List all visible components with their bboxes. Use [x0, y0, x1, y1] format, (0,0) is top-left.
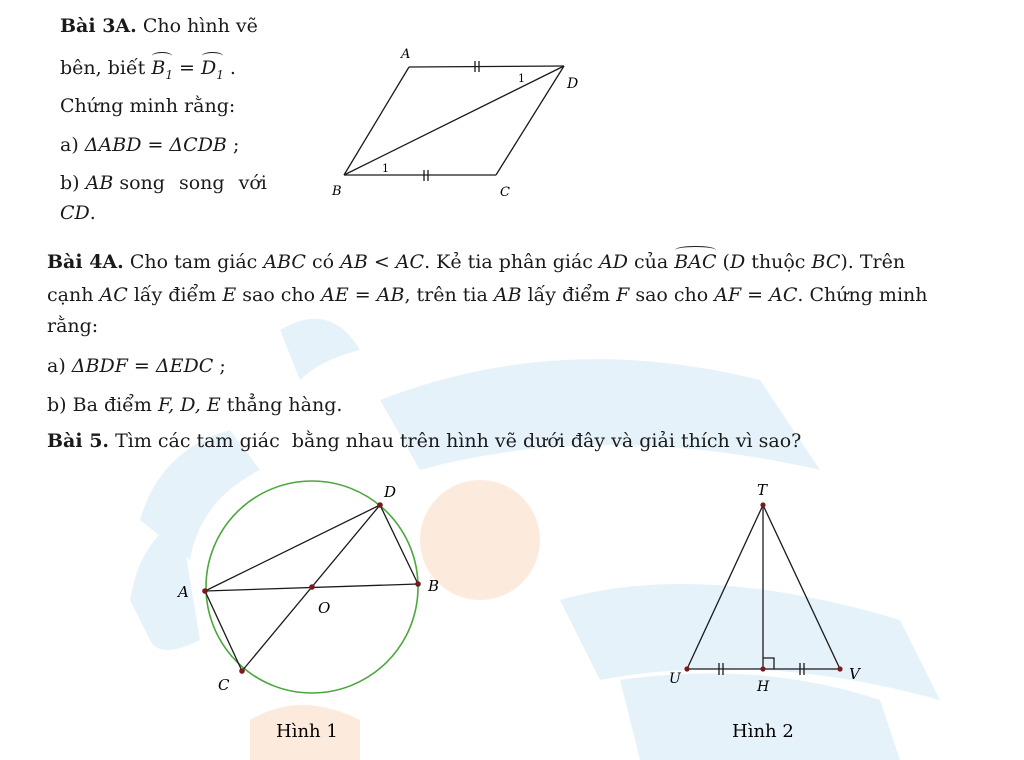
b4a-line1: Bài 4A. Cho tam giác ABC có AB < AC. Kẻ tia phân giác AD của BAC (D thuộc BC). Trên: [47, 251, 906, 273]
label-b: B: [332, 184, 342, 199]
b3a-line2: bên, biết $B_1 = D_1$ .: [60, 56, 236, 87]
angle-mark-b: 1: [382, 162, 389, 175]
label-t: T: [757, 481, 768, 499]
label-d: D: [567, 76, 579, 92]
angle-b1: $B_1$: [151, 56, 173, 87]
b4a-item-b: b) Ba điểm F, D, E thẳng hàng.: [47, 394, 343, 416]
point-h: [760, 666, 765, 671]
label-b: B: [428, 577, 440, 595]
angle-d1: $D_1$: [201, 56, 224, 87]
caption-hinh-1: Hình 1: [276, 721, 338, 742]
point-t: [760, 502, 765, 507]
b3a-line3: Chứng minh rằng:: [60, 95, 236, 117]
seg-ad: [409, 66, 564, 67]
b4a-item-a: a) ΔBDF = ΔEDC ;: [47, 355, 226, 377]
figure-2: [665, 475, 895, 745]
b4a-line2: cạnh AC lấy điểm E sao cho AE = AB, trên tia AB lấy điểm F sao cho AF = AC. Chứng minh: [47, 284, 928, 306]
point-a: [202, 588, 208, 594]
angle-mark-d: 1: [518, 72, 525, 85]
b3a-line1: [60, 14, 258, 38]
b3a-line2-pre: bên, biết: [60, 57, 146, 79]
b3a-title: Bài 3A.: [60, 15, 137, 37]
caption-hinh-2: Hình 2: [732, 721, 794, 742]
point-b: [415, 581, 421, 587]
label-c: C: [500, 185, 510, 200]
angle-bac: BAC: [674, 251, 717, 273]
label-d: D: [384, 483, 397, 501]
seg-ac: [205, 591, 242, 671]
point-u: [684, 666, 689, 671]
label-h: H: [757, 679, 770, 695]
b4a-line3: rằng:: [47, 315, 99, 337]
label-a: A: [178, 583, 189, 601]
point-o: [309, 584, 315, 590]
point-c: [239, 668, 245, 674]
b3a-item-a: a) ΔABD = ΔCDB ;: [60, 134, 240, 156]
point-v: [837, 666, 842, 671]
label-c: C: [218, 676, 230, 694]
b3a-item-b-cont: CD.: [60, 202, 96, 224]
b3a-item-b: b) AB song song với: [60, 172, 267, 194]
b3a-line2-post: .: [229, 57, 236, 79]
seg-tv: [763, 505, 840, 669]
point-d: [377, 502, 383, 508]
label-v: V: [849, 665, 860, 683]
figure-3a: [320, 40, 600, 210]
label-a: A: [401, 47, 411, 62]
seg-db: [380, 505, 418, 584]
seg-tu: [687, 505, 763, 669]
b5-line: Bài 5. Tìm các tam giác bằng nhau trên hình vẽ dưới đây và giải thích vì sao?: [47, 430, 802, 452]
figure-1: [170, 475, 450, 742]
b3a-line1-text: Cho hình vẽ: [142, 15, 258, 37]
b3a-a-expr: ΔABD = ΔCDB: [84, 134, 227, 156]
label-o: O: [318, 599, 331, 617]
label-u: U: [669, 671, 681, 687]
